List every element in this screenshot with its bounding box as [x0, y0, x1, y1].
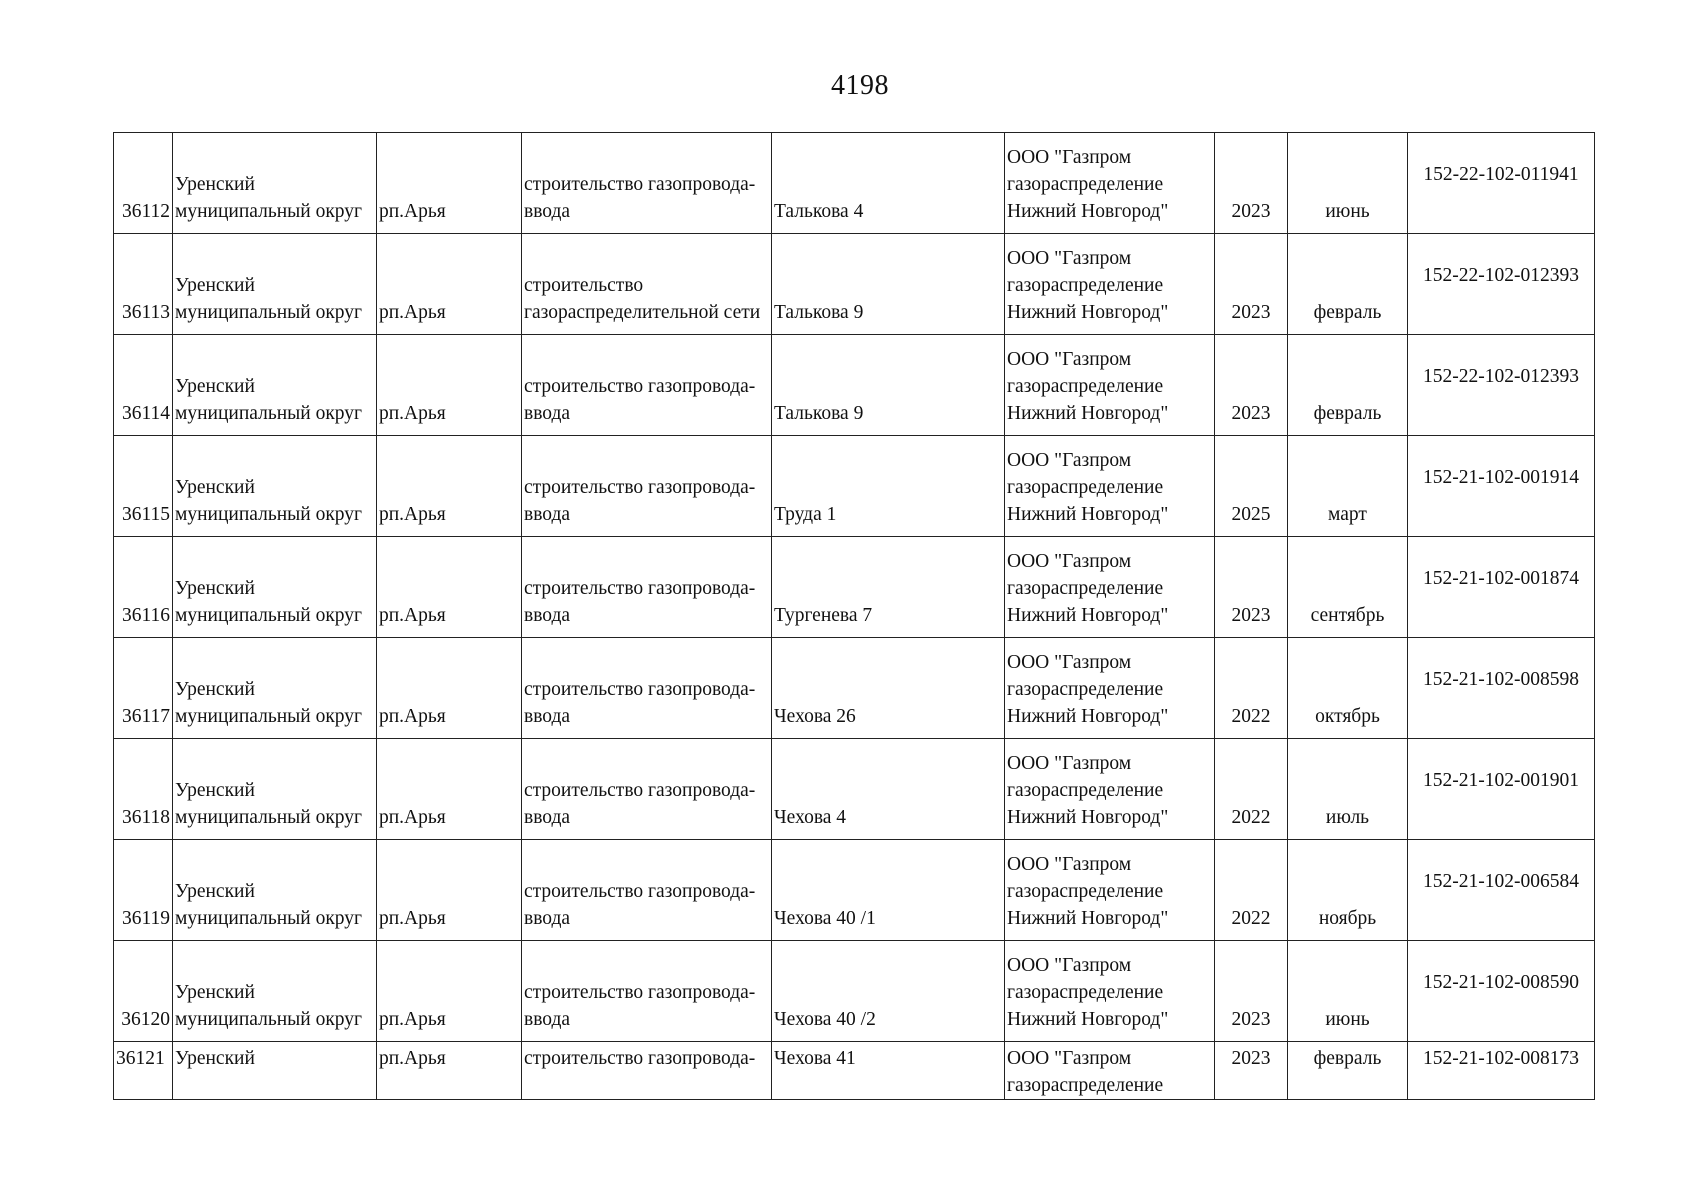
organization-cell-line: ООО "Газпром: [1007, 652, 1132, 673]
district-cell-line: муниципальный округ: [175, 201, 363, 222]
organization-cell-line: ООО "Газпром: [1007, 147, 1132, 168]
organization-cell-line: газораспределение: [1007, 780, 1164, 801]
work-type-cell-line: строительство газопровода-: [524, 376, 756, 397]
work-type-cell: [522, 840, 772, 941]
row-number-cell: 36118: [114, 739, 173, 840]
organization-cell-line: Нижний Новгород": [1007, 403, 1169, 424]
row-number-cell: 36119: [114, 840, 173, 941]
work-type-cell-line: строительство газопровода-: [524, 578, 756, 599]
table-row: [114, 1042, 1595, 1100]
organization-cell-line: Нижний Новгород": [1007, 807, 1169, 828]
address-cell: Тургенева 7: [772, 537, 1005, 638]
organization-cell-line: ООО "Газпром: [1007, 450, 1132, 471]
settlement-cell: рп.Арья: [377, 739, 522, 840]
organization-cell-line: газораспределение: [1007, 1075, 1164, 1096]
work-type-cell-line: строительство газопровода-: [524, 679, 756, 700]
settlement-cell: рп.Арья: [377, 436, 522, 537]
work-type-cell-line: ввода: [524, 1009, 571, 1030]
organization-cell-line: Нижний Новгород": [1007, 201, 1169, 222]
address-cell: Чехова 41: [772, 1042, 1005, 1100]
organization-cell-line: газораспределение: [1007, 881, 1164, 902]
month-cell: июнь: [1288, 941, 1408, 1042]
month-cell: сентябрь: [1288, 537, 1408, 638]
month-cell: февраль: [1288, 1042, 1408, 1100]
organization-cell: [1005, 537, 1215, 638]
work-type-cell-line: газораспределительной сети: [524, 302, 761, 323]
district-cell: [173, 234, 377, 335]
district-cell-line: муниципальный округ: [175, 807, 363, 828]
address-cell: Талькова 9: [772, 335, 1005, 436]
work-type-cell: [522, 133, 772, 234]
organization-cell: [1005, 638, 1215, 739]
row-number-cell: 36112: [114, 133, 173, 234]
year-cell: 2025: [1215, 436, 1288, 537]
address-cell: Талькова 9: [772, 234, 1005, 335]
district-cell: [173, 840, 377, 941]
work-type-cell: [522, 941, 772, 1042]
work-type-cell-line: ввода: [524, 201, 571, 222]
table-row: [114, 840, 1595, 941]
row-number-cell: 36115: [114, 436, 173, 537]
code-cell: 152-22-102-011941: [1408, 133, 1595, 234]
address-cell: Чехова 40 /1: [772, 840, 1005, 941]
district-cell: [173, 638, 377, 739]
district-cell: [173, 436, 377, 537]
code-cell: 152-21-102-001874: [1408, 537, 1595, 638]
district-cell-line: муниципальный округ: [175, 605, 363, 626]
year-cell: 2023: [1215, 133, 1288, 234]
address-cell: Чехова 4: [772, 739, 1005, 840]
settlement-cell: рп.Арья: [377, 638, 522, 739]
settlement-cell: рп.Арья: [377, 133, 522, 234]
row-number-cell: 36114: [114, 335, 173, 436]
row-number-cell: 36121: [114, 1042, 173, 1100]
work-type-cell: [522, 335, 772, 436]
settlement-cell: рп.Арья: [377, 234, 522, 335]
table-row: [114, 234, 1595, 335]
work-type-cell-line: строительство газопровода-: [524, 881, 756, 902]
code-cell: 152-21-102-008173: [1408, 1042, 1595, 1100]
month-cell: март: [1288, 436, 1408, 537]
table-row: [114, 739, 1595, 840]
table-row: [114, 436, 1595, 537]
organization-cell-line: ООО "Газпром: [1007, 854, 1132, 875]
organization-cell: [1005, 234, 1215, 335]
district-cell: [173, 941, 377, 1042]
organization-cell: [1005, 1042, 1215, 1100]
district-cell-line: Уренский: [175, 780, 255, 801]
organization-cell-line: Нижний Новгород": [1007, 302, 1169, 323]
organization-cell: [1005, 739, 1215, 840]
work-type-cell: [522, 234, 772, 335]
row-number-cell: 36120: [114, 941, 173, 1042]
organization-cell-line: газораспределение: [1007, 982, 1164, 1003]
organization-cell-line: газораспределение: [1007, 578, 1164, 599]
district-cell-line: Уренский: [175, 982, 255, 1003]
organization-cell-line: Нижний Новгород": [1007, 504, 1169, 525]
work-type-cell: [522, 537, 772, 638]
code-cell: 152-21-102-008590: [1408, 941, 1595, 1042]
organization-cell: [1005, 436, 1215, 537]
district-cell: [173, 537, 377, 638]
table-row: [114, 941, 1595, 1042]
organization-cell-line: газораспределение: [1007, 174, 1164, 195]
table-row: [114, 335, 1595, 436]
settlement-cell: рп.Арья: [377, 1042, 522, 1100]
table-row: [114, 133, 1595, 234]
code-cell: 152-21-102-001901: [1408, 739, 1595, 840]
page-number: 4198: [831, 70, 889, 101]
settlement-cell: рп.Арья: [377, 840, 522, 941]
organization-cell-line: ООО "Газпром: [1007, 1048, 1132, 1069]
work-type-cell-line: строительство газопровода-: [524, 477, 756, 498]
work-type-cell-line: ввода: [524, 605, 571, 626]
work-type-cell-line: строительство: [524, 275, 644, 296]
district-cell-line: Уренский: [175, 881, 255, 902]
district-cell-line: муниципальный округ: [175, 908, 363, 929]
month-cell: февраль: [1288, 335, 1408, 436]
row-number-cell: 36117: [114, 638, 173, 739]
organization-cell: [1005, 840, 1215, 941]
organization-cell-line: Нижний Новгород": [1007, 908, 1169, 929]
district-cell-line: Уренский: [175, 174, 255, 195]
work-type-cell-line: ввода: [524, 807, 571, 828]
organization-cell-line: ООО "Газпром: [1007, 955, 1132, 976]
row-number-cell: 36116: [114, 537, 173, 638]
organization-cell-line: газораспределение: [1007, 275, 1164, 296]
district-cell: [173, 335, 377, 436]
district-cell-line: Уренский: [175, 275, 255, 296]
work-type-cell-line: ввода: [524, 403, 571, 424]
table-row: [114, 537, 1595, 638]
work-type-cell-line: строительство газопровода-: [524, 780, 756, 801]
organization-cell-line: газораспределение: [1007, 679, 1164, 700]
code-cell: 152-21-102-008598: [1408, 638, 1595, 739]
district-cell-line: муниципальный округ: [175, 706, 363, 727]
work-type-cell-line: ввода: [524, 908, 571, 929]
row-number-cell: 36113: [114, 234, 173, 335]
organization-cell-line: ООО "Газпром: [1007, 349, 1132, 370]
work-type-cell-line: ввода: [524, 504, 571, 525]
district-cell-line: муниципальный округ: [175, 302, 363, 323]
year-cell: 2023: [1215, 941, 1288, 1042]
code-cell: 152-21-102-001914: [1408, 436, 1595, 537]
year-cell: 2023: [1215, 234, 1288, 335]
organization-cell-line: Нижний Новгород": [1007, 706, 1169, 727]
year-cell: 2022: [1215, 638, 1288, 739]
district-cell: [173, 133, 377, 234]
address-cell: Чехова 40 /2: [772, 941, 1005, 1042]
work-type-cell-line: ввода: [524, 706, 571, 727]
work-type-cell: строительство газопровода-: [522, 1042, 772, 1100]
registry-table: [113, 132, 1595, 1100]
organization-cell-line: газораспределение: [1007, 477, 1164, 498]
organization-cell-line: ООО "Газпром: [1007, 753, 1132, 774]
district-cell: [173, 739, 377, 840]
month-cell: октябрь: [1288, 638, 1408, 739]
settlement-cell: рп.Арья: [377, 941, 522, 1042]
organization-cell: [1005, 133, 1215, 234]
organization-cell: [1005, 941, 1215, 1042]
district-cell-line: Уренский: [175, 477, 255, 498]
settlement-cell: рп.Арья: [377, 335, 522, 436]
year-cell: 2022: [1215, 739, 1288, 840]
year-cell: 2022: [1215, 840, 1288, 941]
organization-cell: [1005, 335, 1215, 436]
work-type-cell: [522, 638, 772, 739]
year-cell: 2023: [1215, 335, 1288, 436]
settlement-cell: рп.Арья: [377, 537, 522, 638]
district-cell-line: Уренский: [175, 679, 255, 700]
month-cell: июнь: [1288, 133, 1408, 234]
district-cell: Уренский: [173, 1042, 377, 1100]
work-type-cell-line: строительство газопровода-: [524, 174, 756, 195]
district-cell-line: муниципальный округ: [175, 403, 363, 424]
work-type-cell-line: строительство газопровода-: [524, 982, 756, 1003]
organization-cell-line: ООО "Газпром: [1007, 248, 1132, 269]
district-cell-line: Уренский: [175, 578, 255, 599]
month-cell: февраль: [1288, 234, 1408, 335]
table-row: [114, 638, 1595, 739]
address-cell: Чехова 26: [772, 638, 1005, 739]
work-type-cell: [522, 436, 772, 537]
code-cell: 152-22-102-012393: [1408, 234, 1595, 335]
organization-cell-line: Нижний Новгород": [1007, 1009, 1169, 1030]
district-cell-line: муниципальный округ: [175, 1009, 363, 1030]
year-cell: 2023: [1215, 537, 1288, 638]
table-body: [114, 133, 1595, 1100]
address-cell: Труда 1: [772, 436, 1005, 537]
organization-cell-line: газораспределение: [1007, 376, 1164, 397]
code-cell: 152-21-102-006584: [1408, 840, 1595, 941]
district-cell-line: Уренский: [175, 376, 255, 397]
organization-cell-line: Нижний Новгород": [1007, 605, 1169, 626]
month-cell: ноябрь: [1288, 840, 1408, 941]
month-cell: июль: [1288, 739, 1408, 840]
district-cell-line: муниципальный округ: [175, 504, 363, 525]
organization-cell-line: ООО "Газпром: [1007, 551, 1132, 572]
year-cell: 2023: [1215, 1042, 1288, 1100]
code-cell: 152-22-102-012393: [1408, 335, 1595, 436]
work-type-cell: [522, 739, 772, 840]
address-cell: Талькова 4: [772, 133, 1005, 234]
